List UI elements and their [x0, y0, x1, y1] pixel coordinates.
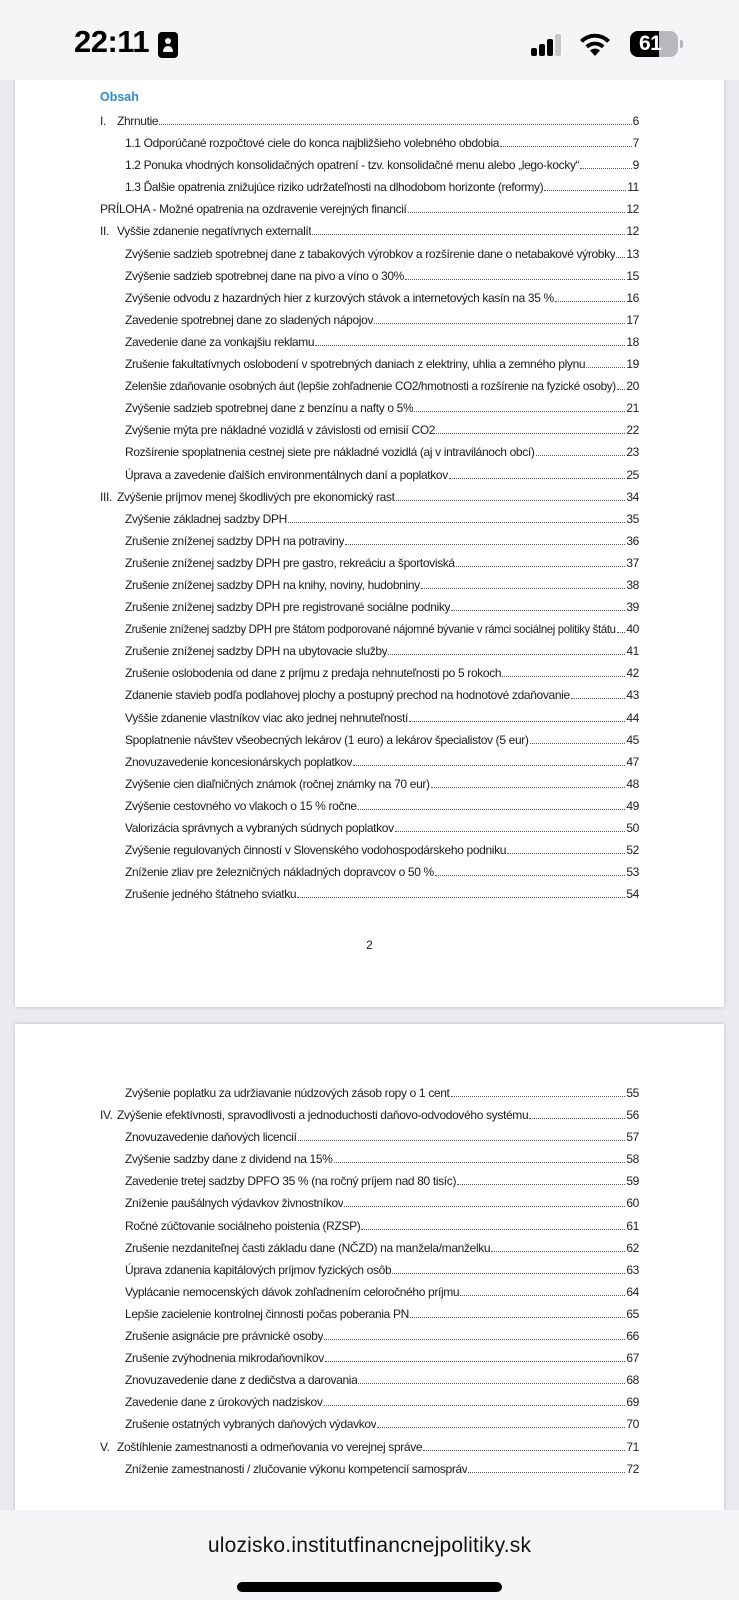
dot-leader [530, 735, 626, 744]
toc-entry-page: 64 [626, 1284, 639, 1299]
toc-entry-title: Úprava a zavedenie ďalších environmentálnych daní a poplatkov [125, 467, 448, 482]
toc-entry-title: Zrušenie zníženej sadzby DPH pre gastro, rekreáciu a športoviská [125, 555, 455, 570]
toc-entry[interactable] [100, 114, 639, 136]
dot-leader [388, 646, 625, 655]
toc-entry-title: Zníženie zamestnanosti / zlučovanie výkonu kompetencií samospráv [125, 1461, 468, 1476]
dot-leader [344, 1198, 625, 1207]
toc-entry[interactable] [100, 1373, 639, 1395]
toc-entry[interactable] [100, 490, 639, 512]
dot-leader [457, 1176, 625, 1185]
toc-entry-title: Zrušenie zníženej sadzby DPH pre štátom podporované nájomné bývanie v rámci sociálnej politiky štátu [125, 622, 616, 637]
toc-entry-page: 13 [626, 246, 639, 261]
toc-entry[interactable] [100, 666, 639, 688]
toc-entry[interactable] [100, 401, 639, 423]
dot-leader [468, 1464, 625, 1473]
toc-entry-page: 61 [626, 1218, 639, 1233]
toc-entry-page: 48 [626, 776, 639, 791]
toc-entry-title: Zrušenie fakultatívnych oslobodení v spotrebných daniach z elektriny, uhlia a zemného plynu [125, 357, 586, 372]
toc-entry-title: Zavedenie tretej sadzby DPFO 35 % (na ročný príjem nad 80 tisíc) [125, 1174, 457, 1189]
toc-entry-page: 19 [626, 357, 639, 372]
toc-entry-page: 40 [626, 622, 639, 637]
toc-entry-page: 52 [626, 843, 639, 858]
toc-entry-title: Zrušenie jedného štátneho sviatku [125, 887, 297, 902]
signal-bar [555, 34, 561, 56]
dot-leader [298, 1132, 626, 1141]
toc-entry[interactable] [100, 1395, 639, 1417]
toc-entry-page: 22 [626, 423, 639, 438]
signal-bar [531, 48, 537, 56]
toc-entry[interactable] [100, 158, 639, 180]
toc-entry[interactable] [100, 247, 639, 269]
dot-leader [502, 668, 625, 677]
signal-bar [547, 39, 553, 56]
toc-entry-title: Vyplácanie nemocenských dávok zohľadnením celoročného príjmu [125, 1284, 460, 1299]
dot-leader [315, 337, 625, 346]
toc-entry-title: Zvýšenie efektívnosti, spravodlivosti a jednoduchosti daňovo-odvodového systému [117, 1108, 529, 1123]
toc-entry[interactable] [100, 445, 639, 467]
toc-entry-page: 68 [626, 1373, 639, 1388]
dot-leader [460, 1287, 625, 1296]
dot-leader [374, 315, 625, 324]
toc-entry[interactable] [100, 1108, 639, 1130]
toc-entry-title: Zvýšenie základnej sadzby DPH [125, 511, 287, 526]
toc-entry-number: IV. [100, 1108, 113, 1123]
dot-leader [288, 514, 625, 523]
toc-entry[interactable] [100, 1263, 639, 1285]
toc-entry[interactable] [100, 1219, 639, 1241]
toc-entry-page: 55 [626, 1086, 639, 1100]
dot-leader [358, 801, 626, 810]
toc-entry[interactable] [100, 1417, 639, 1439]
toc-entry-title: Zvýšenie sadzby dane z dividend na 15% [125, 1152, 333, 1167]
dot-leader [617, 624, 626, 633]
toc-entry[interactable] [100, 269, 639, 291]
dot-leader [423, 1442, 625, 1451]
toc-entry-page: 71 [626, 1439, 639, 1454]
dot-leader [544, 182, 626, 191]
toc-entry-page: 50 [626, 821, 639, 835]
toc-entry-page: 42 [626, 666, 639, 681]
toc-entry-title: Zavedenie dane za vonkajšiu reklamu [125, 334, 315, 349]
toc-entry-title: Zrušenie nezdaniteľnej časti základu dane (NČZD) na manžela/manželku [125, 1240, 491, 1255]
status-time: 22:11 [74, 24, 150, 59]
toc-entry[interactable] [100, 622, 639, 644]
toc-entry-page: 25 [626, 467, 639, 482]
dot-leader [410, 1309, 625, 1318]
toc-entry-page: 54 [626, 887, 639, 902]
dot-leader [395, 823, 626, 832]
toc-entry[interactable] [100, 423, 639, 445]
signal-bar [539, 44, 545, 56]
toc-entry-page: 12 [626, 202, 639, 217]
toc-entry-page: 67 [626, 1351, 639, 1366]
toc-entry-page: 57 [626, 1130, 639, 1145]
toc-entry-title: Zdanenie stavieb podľa podlahovej plochy a postupný prechod na hodnotové zdaňovanie [125, 688, 570, 703]
toc-entry-title: Zrušenie oslobodenia od dane z príjmu z predaja nehnuteľnosti po 5 rokoch [125, 666, 502, 681]
toc-entry[interactable] [100, 644, 639, 666]
battery-icon [630, 31, 678, 57]
toc-entry[interactable] [100, 1152, 639, 1174]
toc-entry-page: 69 [626, 1395, 639, 1410]
dot-leader [449, 470, 625, 479]
toc-entry-page: 34 [626, 489, 639, 504]
dot-leader [414, 403, 625, 412]
toc-entry-title: Zníženie paušálnych výdavkov živnostníkov [125, 1196, 344, 1211]
toc-entry-title: Zvýšenie odvodu z hazardných hier z kurzových stávok a internetových kasín na 35 % [125, 290, 554, 305]
toc-entry-title: Zvýšenie cien diaľničných známok (ročnej známky na 70 eur) [125, 776, 430, 791]
toc-entry-title: Zvýšenie mýta pre nákladné vozidlá v závislosti od emisií CO2 [125, 423, 436, 438]
toc-entry-page: 9 [632, 158, 639, 173]
toc-list [100, 114, 639, 909]
toc-entry-title: Zvýšenie cestovného vo vlakoch o 15 % ročne [125, 798, 357, 813]
dot-leader [586, 359, 625, 368]
toc-entry[interactable] [100, 1174, 639, 1196]
toc-entry-page: 41 [626, 644, 639, 659]
toc-entry-title: 1.2 Ponuka vhodných konsolidačných opatrení - tzv. konsolidačné menu alebo „lego-kocky“ [125, 158, 580, 173]
toc-entry-page: 38 [626, 577, 639, 592]
dot-leader [500, 138, 632, 147]
toc-entry-page: 59 [626, 1174, 639, 1189]
dot-leader [405, 271, 625, 280]
dot-leader [324, 1331, 625, 1340]
toc-entry-page: 70 [626, 1417, 639, 1432]
dot-leader [555, 293, 625, 302]
toc-entry[interactable] [100, 1351, 639, 1373]
dot-leader [358, 1375, 625, 1384]
toc-entry[interactable] [100, 755, 639, 777]
toc-entry-title: Zrušenie zníženej sadzby DPH na knihy, noviny, hudobniny [125, 577, 420, 592]
cellular-signal-icon [531, 34, 561, 56]
dot-leader [451, 602, 625, 611]
toc-entry-title: 1.3 Ďalšie opatrenia znižujúce riziko udržateľnosti na dlhodobom horizonte (reformy) [125, 180, 544, 195]
toc-entry[interactable] [100, 1462, 639, 1484]
toc-entry-title: Znovuzavedenie koncesionárskych poplatkov [125, 754, 353, 769]
toc-entry[interactable] [100, 202, 639, 224]
battery-nub [680, 40, 683, 48]
toc-entry[interactable] [100, 578, 639, 600]
toc-entry-title: PRÍLOHA - Možné opatrenia na ozdravenie verejných financií [100, 202, 407, 217]
dot-leader [507, 845, 625, 854]
focus-mode-icon [158, 32, 178, 58]
toc-entry-page: 35 [626, 511, 639, 526]
toc-entry-title: Zvýšenie poplatku za udržiavanie núdzových zásob ropy o 1 cent [125, 1086, 450, 1100]
toc-entry-page: 63 [626, 1262, 639, 1277]
toc-entry-page: 65 [626, 1306, 639, 1321]
toc-entry[interactable] [100, 180, 639, 202]
toc-entry-page: 43 [626, 688, 639, 703]
toc-entry-page: 7 [632, 136, 639, 151]
toc-entry-title: Lepšie zacielenie kontrolnej činnosti počas poberania PN [125, 1306, 409, 1321]
toc-entry[interactable] [100, 1285, 639, 1307]
dot-leader [529, 1110, 625, 1119]
toc-entry-number: III. [100, 489, 112, 504]
toc-entry-number: V. [100, 1439, 110, 1454]
toc-entry-page: 62 [626, 1240, 639, 1255]
toc-entry-title: Ročné zúčtovanie sociálneho poistenia (RZSP) [125, 1218, 361, 1233]
toc-entry-page: 49 [626, 798, 639, 813]
dot-leader [361, 1221, 625, 1230]
toc-entry-page: 18 [626, 334, 639, 349]
toc-entry[interactable] [100, 1440, 639, 1462]
dot-leader [312, 226, 625, 235]
toc-entry-page: 36 [626, 533, 639, 548]
toc-entry-title: Zníženie zliav pre železničných nákladných dopravcov o 50 % [125, 865, 434, 880]
toc-entry[interactable] [100, 887, 639, 909]
toc-entry-title: Zrušenie zníženej sadzby DPH pre registrované sociálne podniky [125, 600, 451, 615]
toc-entry-title: Spoplatnenie návštev všeobecných lekárov (1 euro) a lekárov špecialistov (5 eur) [125, 732, 529, 747]
toc-entry[interactable] [100, 799, 639, 821]
toc-entry-title: Zoštíhlenie zamestnanosti a odmeňovania vo verejnej správe [117, 1439, 423, 1454]
toc-entry-page: 17 [626, 312, 639, 327]
dot-leader [436, 425, 625, 434]
dot-leader [491, 1243, 625, 1252]
toc-entry-title: Zvýšenie príjmov menej škodlivých pre ekonomický rast [117, 489, 395, 504]
toc-entry-title: Zavedenie dane z úrokových nadziskov [125, 1395, 323, 1410]
toc-entry[interactable] [100, 224, 639, 246]
toc-entry-page: 60 [626, 1196, 639, 1211]
dot-leader [451, 1088, 626, 1097]
toc-entry-title: Zelenšie zdaňovanie osobných áut (lepšie zohľadnenie CO2/hmotnosti a rozšírenie na fyzické osoby) [125, 379, 616, 394]
document-page [15, 1024, 724, 1544]
toc-entry[interactable] [100, 821, 639, 843]
toc-entry-title: Zrušenie zvýhodnenia mikrodaňovníkov [125, 1351, 324, 1366]
toc-entry-page: 72 [626, 1461, 639, 1476]
battery-percent: 61 [639, 32, 662, 55]
toc-entry[interactable] [100, 733, 639, 755]
toc-entry-title: 1.1 Odporúčané rozpočtové ciele do konca najbližšieho volebného obdobia [125, 136, 500, 151]
toc-entry-title: Úprava zdanenia kapitálových príjmov fyzických osôb [125, 1262, 392, 1277]
toc-entry-title: Znovuzavedenie daňových licencií [125, 1130, 297, 1145]
toc-entry[interactable] [100, 600, 639, 622]
dot-leader [408, 204, 626, 213]
toc-entry-title: Zvýšenie regulovaných činností v Slovenského vodohospodárskeho podniku [125, 843, 507, 858]
dot-leader [396, 492, 626, 501]
toc-entry[interactable] [100, 865, 639, 887]
toc-entry-page: 53 [626, 865, 639, 880]
toc-entry-page: 56 [626, 1108, 639, 1123]
toc-entry-page: 21 [626, 401, 639, 416]
wifi-icon [578, 31, 612, 57]
address-bar-url[interactable]: ulozisko.institutfinancnejpolitiky.sk [207, 1534, 532, 1557]
toc-entry-page: 58 [626, 1152, 639, 1167]
toc-entry-page: 47 [626, 754, 639, 769]
browser-bottom-bar [0, 1510, 739, 1600]
toc-entry-page: 39 [626, 600, 639, 615]
dot-leader [421, 580, 626, 589]
dot-leader [431, 779, 626, 788]
dot-leader [580, 160, 631, 169]
toc-entry[interactable] [100, 1307, 639, 1329]
dot-leader [536, 447, 626, 456]
dot-leader [334, 1154, 626, 1163]
toc-entry-page: 37 [626, 555, 639, 570]
toc-entry-title: Zrušenie asignácie pre právnické osoby [125, 1329, 324, 1344]
toc-entry-page: 66 [626, 1329, 639, 1344]
toc-entry-title: Zavedenie spotrebnej dane zo sladených nápojov [125, 312, 374, 327]
toc-entry[interactable] [100, 534, 639, 556]
toc-entry-page: 15 [626, 268, 639, 283]
toc-entry[interactable] [100, 512, 639, 534]
toc-entry[interactable] [100, 136, 639, 158]
toc-list [100, 1086, 639, 1484]
toc-entry[interactable] [100, 843, 639, 865]
dot-leader [353, 757, 625, 766]
toc-entry-title: Zvýšenie sadzieb spotrebnej dane z tabakových výrobkov a rozšírenie dane o netabakové výrobky [125, 246, 616, 261]
toc-entry-page: 45 [626, 732, 639, 747]
toc-entry-title: Vyššie zdanenie negatívnych externalít [117, 224, 312, 239]
toc-entry[interactable] [100, 379, 639, 401]
dot-leader [345, 536, 625, 545]
dot-leader [435, 867, 625, 876]
toc-entry-page: 44 [626, 710, 639, 725]
toc-entry-title: Zrušenie zníženej sadzby DPH na potraviny [125, 533, 345, 548]
status-bar [0, 0, 739, 80]
dot-leader [616, 249, 625, 258]
toc-entry[interactable] [100, 556, 639, 578]
toc-entry-page: 23 [626, 445, 639, 460]
toc-entry[interactable] [100, 1196, 639, 1218]
toc-entry-title: Valorizácia správnych a vybraných súdnych poplatkov [125, 821, 394, 835]
toc-entry-title: Zrušenie ostatných vybraných daňových výdavkov [125, 1417, 377, 1432]
home-indicator[interactable] [237, 1582, 502, 1592]
dot-leader [456, 558, 626, 567]
toc-entry[interactable] [100, 357, 639, 379]
toc-entry-page: 6 [632, 114, 639, 128]
toc-entry-title: Zhrnutie [117, 114, 159, 128]
dot-leader [617, 381, 625, 390]
toc-entry-title: Zvýšenie sadzieb spotrebnej dane na pivo a víno o 30% [125, 268, 404, 283]
dot-leader [324, 1397, 626, 1406]
dot-leader [325, 1353, 625, 1362]
toc-entry[interactable] [100, 1086, 639, 1108]
toc-entry-page: 11 [627, 180, 639, 195]
toc-entry[interactable] [100, 313, 639, 335]
toc-entry[interactable] [100, 335, 639, 357]
toc-heading: Obsah [100, 90, 139, 104]
toc-entry[interactable] [100, 688, 639, 710]
dot-leader [297, 889, 625, 898]
toc-entry[interactable] [100, 468, 639, 490]
toc-entry-title: Vyššie zdanenie vlastníkov viac ako jednej nehnuteľností [125, 710, 408, 725]
document-page [15, 60, 724, 1007]
toc-entry-page: 20 [626, 379, 639, 394]
dot-leader [571, 690, 626, 699]
dot-leader [377, 1419, 625, 1428]
toc-entry[interactable] [100, 711, 639, 733]
toc-entry[interactable] [100, 1241, 639, 1263]
toc-entry[interactable] [100, 777, 639, 799]
toc-entry[interactable] [100, 1130, 639, 1152]
page-number: 2 [366, 938, 373, 952]
toc-entry[interactable] [100, 1329, 639, 1351]
toc-entry-title: Zrušenie zníženej sadzby DPH na ubytovacie služby [125, 644, 388, 659]
toc-entry-title: Rozšírenie spoplatnenia cestnej siete pre nákladné vozidlá (aj v intravilánoch obcí) [125, 445, 535, 460]
toc-entry-number: I. [100, 114, 106, 128]
toc-entry-title: Znovuzavedenie dane z dedičstva a darovania [125, 1373, 358, 1388]
toc-entry-page: 12 [626, 224, 639, 239]
toc-entry[interactable] [100, 291, 639, 313]
toc-entry-title: Zvýšenie sadzieb spotrebnej dane z benzínu a nafty o 5% [125, 401, 414, 416]
dot-leader [392, 1265, 625, 1274]
toc-entry-page: 16 [626, 290, 639, 305]
dot-leader [409, 713, 625, 722]
dot-leader [159, 116, 631, 125]
toc-entry-number: II. [100, 224, 109, 239]
